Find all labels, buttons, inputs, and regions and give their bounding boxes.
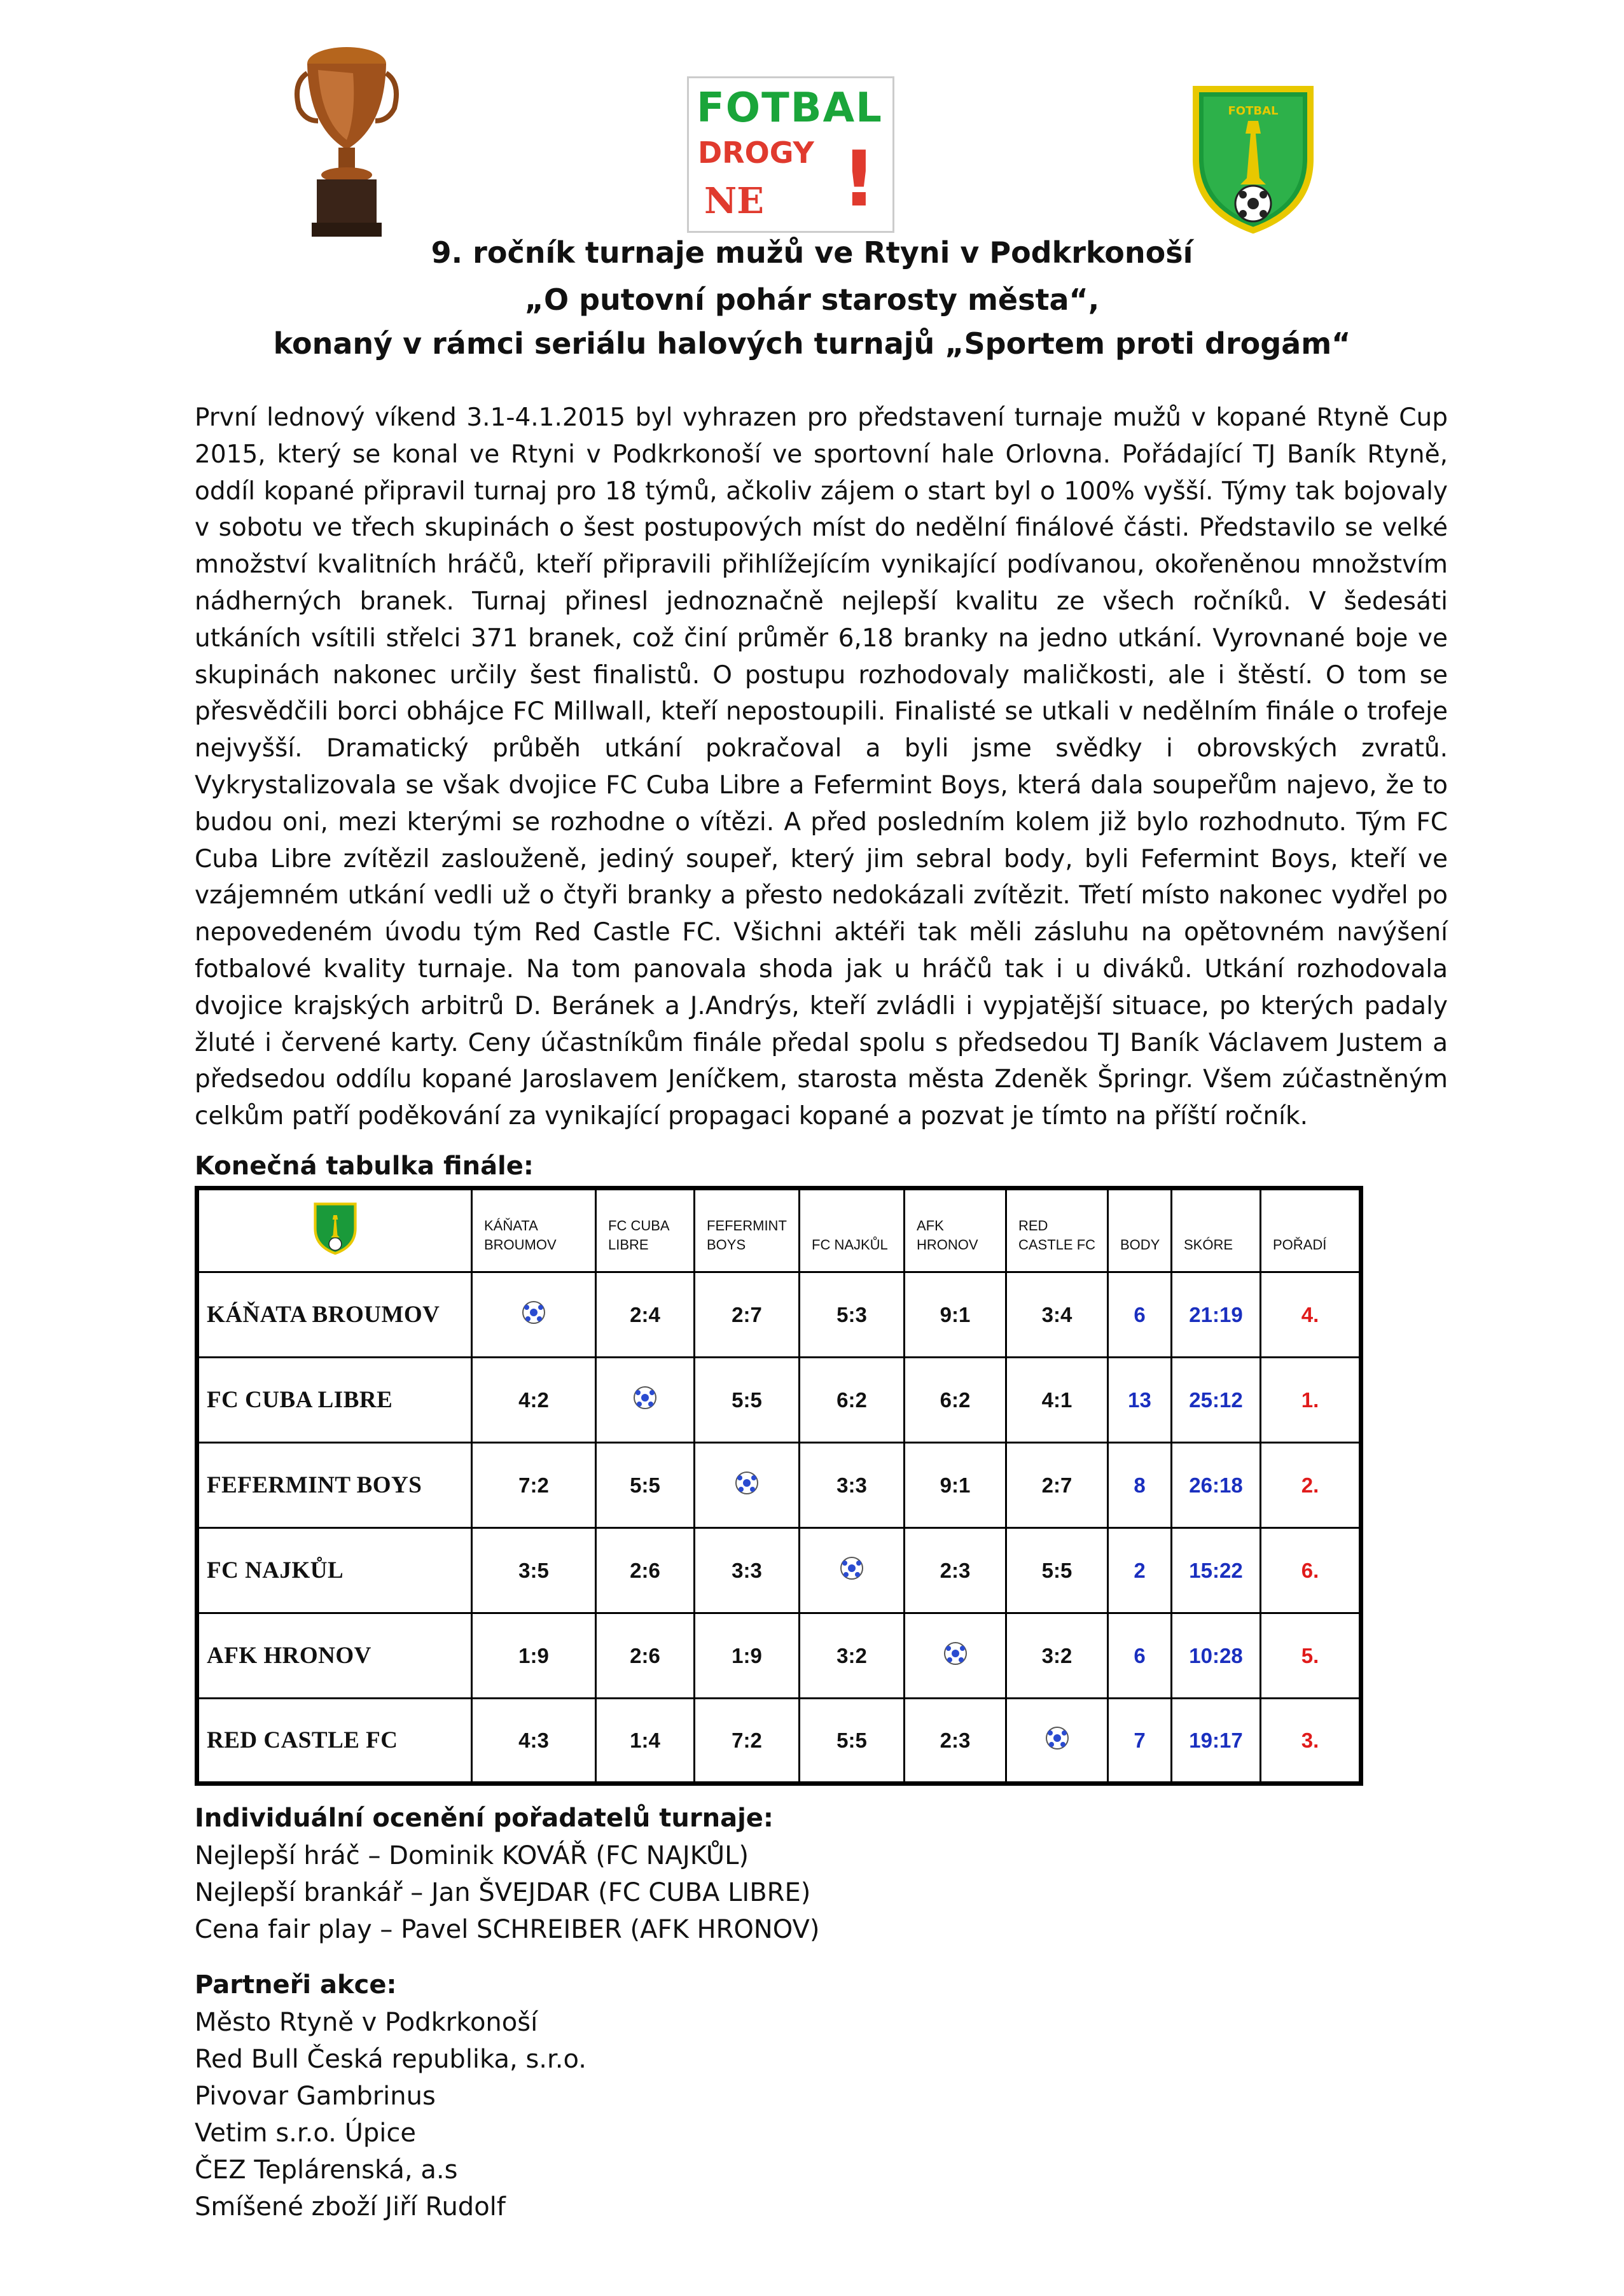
ball-icon: [632, 1385, 658, 1410]
header-fc-cuba-libre: FC CUBA LIBRE: [596, 1188, 695, 1272]
title-line-1: 9. ročník turnaje mužů ve Rtyni v Podkrkonoší: [431, 235, 1193, 270]
match-score: 1:4: [596, 1699, 695, 1784]
partner-item: ČEZ Teplárenská, a.s: [195, 2155, 458, 2185]
points-cell: 13: [1108, 1358, 1172, 1443]
match-score: 6:2: [905, 1358, 1006, 1443]
match-score: 1:9: [695, 1613, 800, 1699]
table-row: [197, 1699, 1361, 1784]
match-score: 3:2: [800, 1613, 905, 1699]
table-row: [197, 1272, 1361, 1358]
partner-item: Vetim s.r.o. Úpice: [195, 2119, 416, 2148]
partner-item: Město Rtyně v Podkrkonoší: [195, 2008, 538, 2037]
club-crest-icon: [313, 1202, 357, 1255]
match-score: 4:1: [1006, 1358, 1108, 1443]
ball-icon: [521, 1300, 546, 1325]
team-name: RED CASTLE FC: [197, 1699, 472, 1784]
rank-cell: 3.: [1261, 1699, 1361, 1784]
table-row: [197, 1443, 1361, 1528]
team-name: KÁŇATA BROUMOV: [197, 1272, 472, 1358]
ball-icon: [734, 1470, 760, 1496]
header-body: BODY: [1108, 1188, 1172, 1272]
table-row: [197, 1613, 1361, 1699]
team-name: FEFERMINT BOYS: [197, 1443, 472, 1528]
match-score: 2:4: [596, 1272, 695, 1358]
header-afk-hronov: AFK HRONOV: [905, 1188, 1006, 1272]
match-score: 3:3: [800, 1443, 905, 1528]
header-skore: SKÓRE: [1172, 1188, 1261, 1272]
match-score: 4:3: [472, 1699, 596, 1784]
table-row: [197, 1358, 1361, 1443]
partner-item: Red Bull Česká republika, s.r.o.: [195, 2045, 586, 2074]
team-name: FC CUBA LIBRE: [197, 1358, 472, 1443]
ball-icon: [800, 1528, 905, 1613]
match-score: 7:2: [695, 1699, 800, 1784]
ball-icon: [1044, 1725, 1070, 1751]
rank-cell: 5.: [1261, 1613, 1361, 1699]
points-cell: 7: [1108, 1699, 1172, 1784]
final-standings-table: [195, 1186, 1363, 1786]
score-cell: 10:28: [1172, 1613, 1261, 1699]
table-corner-crest: [197, 1188, 472, 1272]
partner-item: Smíšené zboží Jiří Rudolf: [195, 2192, 506, 2222]
match-score: 1:9: [472, 1613, 596, 1699]
match-score: 9:1: [905, 1272, 1006, 1358]
match-score: 4:2: [472, 1358, 596, 1443]
partners-title: Partneři akce:: [195, 1970, 397, 2000]
match-score: 2:6: [596, 1613, 695, 1699]
table-row: [197, 1528, 1361, 1613]
title-line-3: konaný v rámci seriálu halových turnajů „Sportem proti drogám“: [273, 326, 1351, 361]
score-cell: 15:22: [1172, 1528, 1261, 1613]
match-score: 5:5: [1006, 1528, 1108, 1613]
score-cell: 21:19: [1172, 1272, 1261, 1358]
team-name: FC NAJKŮL: [197, 1528, 472, 1613]
award-item: Nejlepší hráč – Dominik KOVÁŘ (FC NAJKŮL): [195, 1841, 749, 1870]
match-score: 2:3: [905, 1699, 1006, 1784]
header-fc-najkul: FC NAJKŮL: [800, 1188, 905, 1272]
match-score: 2:6: [596, 1528, 695, 1613]
score-cell: 19:17: [1172, 1699, 1261, 1784]
ball-icon: [943, 1641, 968, 1666]
ball-icon: [596, 1358, 695, 1443]
header-kanata-broumov: KÁŇATA BROUMOV: [472, 1188, 596, 1272]
ball-icon: [839, 1555, 864, 1581]
rank-cell: 1.: [1261, 1358, 1361, 1443]
team-name: AFK HRONOV: [197, 1613, 472, 1699]
match-score: 9:1: [905, 1443, 1006, 1528]
award-item: Cena fair play – Pavel SCHREIBER (AFK HRONOV): [195, 1915, 820, 1944]
svg-text:FOTBAL: FOTBAL: [1228, 104, 1279, 118]
trophy-icon: [293, 38, 401, 242]
rank-cell: 4.: [1261, 1272, 1361, 1358]
match-score: 2:3: [905, 1528, 1006, 1613]
rank-cell: 6.: [1261, 1528, 1361, 1613]
header-red-castle-fc: RED CASTLE FC: [1006, 1188, 1108, 1272]
match-score: 3:5: [472, 1528, 596, 1613]
match-score: 3:4: [1006, 1272, 1108, 1358]
partner-item: Pivovar Gambrinus: [195, 2082, 436, 2111]
match-score: 6:2: [800, 1358, 905, 1443]
score-cell: 25:12: [1172, 1358, 1261, 1443]
match-score: 5:5: [800, 1699, 905, 1784]
awards-title: Individuální ocenění pořadatelů turnaje:: [195, 1804, 774, 1833]
header-logos: [0, 32, 1624, 242]
match-score: 5:5: [695, 1358, 800, 1443]
ball-icon: [905, 1613, 1006, 1699]
points-cell: 6: [1108, 1272, 1172, 1358]
score-cell: 26:18: [1172, 1443, 1261, 1528]
table-header-row: [197, 1188, 1361, 1272]
points-cell: 6: [1108, 1613, 1172, 1699]
match-score: 3:3: [695, 1528, 800, 1613]
match-score: 7:2: [472, 1443, 596, 1528]
award-item: Nejlepší brankář – Jan ŠVEJDAR (FC CUBA LIBRE): [195, 1878, 811, 1907]
table-title: Konečná tabulka finále:: [195, 1151, 534, 1181]
match-score: 5:5: [596, 1443, 695, 1528]
ball-icon: [472, 1272, 596, 1358]
match-score: 5:3: [800, 1272, 905, 1358]
match-score: 3:2: [1006, 1613, 1108, 1699]
title-line-2: „O putovní pohár starosty města“,: [524, 282, 1100, 317]
intro-paragraph: První lednový víkend 3.1-4.1.2015 byl vyhrazen pro představení turnaje mužů v kopané Rtyně Cup 2015, který se konal ve Rtyni v Podkrkonoší ve sportovní hale Orlovna. Pořádající TJ Baník Rtyně, oddíl kopané připravil turnaj pro 18 týmů, ačkoliv zájem o start byl o 100% vyšší. Týmy tak bojovaly v sobotu ve třech skupinách o šest postupových míst do nedělní finálové části. Představilo se velké množství kvalitních hráčů, kteří připravili přihlížejícím vynikající podívanou, okořeněnou množstvím nádherných branek. Turnaj přinesl jednoznačně nejlepší kvalitu ze všech ročníků. V šedesáti utkáních vsítili střelci 371 branek, což činí průměr 6,18 branky na jedno utkání. Vyrovnané boje ve skupinách nakonec určily šest finalistů. O postupu rozhodovaly maličkosti, ale i štěstí. O tom se přesvědčili borci obhájce FC Millwall, kteří nepostoupili. Finalisté se utkali v nedělním finále o trofeje nejvyšší. Dramatický průběh utkání pokračoval a byli jsme svědky i obrovských zvratů. Vykrystalizovala se však dvojice FC Cuba Libre a Fefermint Boys, která dala soupeřům najevo, že to budou oni, mezi kterými se rozhodne o vítězi. A před posledním kolem již bylo rozhodnuto. Tým FC Cuba Libre zvítězil zaslouženě, jediný soupeř, který jim sebral body, byli Fefermint Boys, kteří ve vzájemném utkání vedli už o čtyři branky a přesto nedokázali zvítězit. Třetí místo nakonec vydřel po nepovedeném úvodu tým Red Castle FC. Všichni aktéři tak měli zásluhu na opětovném navýšení fotbalové kvality turnaje. Na tom panovala shoda jak u hráčů tak i u diváků. Utkání rozhodovala dvojice krajských arbitrů D. Beránek a J.Andrýs, kteří zvládli i vypjatější situace, po kterých padaly žluté i červené karty. Ceny účastníkům finále předal spolu s předsedou TJ Baník Václavem Justem a předsedou oddílu kopané Jaroslavem Jeníčkem, starosta města Zdeněk Špringr. Všem zúčastněným celkům patří poděkování za vynikající propagaci kopané a pozvat je tímto na příští ročník.: [195, 403, 1448, 1131]
header-poradi: POŘADÍ: [1261, 1188, 1361, 1272]
ball-icon: [695, 1443, 800, 1528]
points-cell: 8: [1108, 1443, 1172, 1528]
points-cell: 2: [1108, 1528, 1172, 1613]
match-score: 2:7: [695, 1272, 800, 1358]
ball-icon: [1006, 1699, 1108, 1784]
rank-cell: 2.: [1261, 1443, 1361, 1528]
fotbal-drogy-ne-logo: FOTBAL DROGY NE !: [687, 76, 894, 233]
header-fefermint-boys: FEFERMINT BOYS: [695, 1188, 800, 1272]
match-score: 2:7: [1006, 1443, 1108, 1528]
club-crest-icon: [1190, 83, 1317, 235]
